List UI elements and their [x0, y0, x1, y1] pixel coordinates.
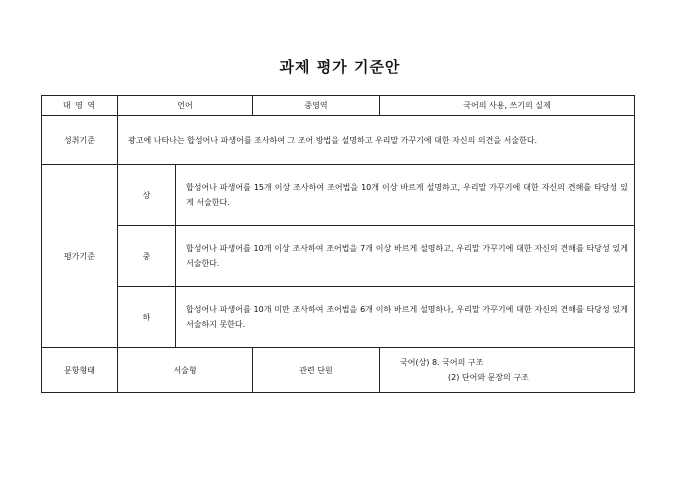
criterion-low-text: 합성어나 파생어를 10개 미만 조사하여 조어법을 6개 이하 바르게 설명하나, 우리말 가꾸기에 대한 자신의 견해를 타당성 있게 서술하지 못한다. — [176, 287, 635, 348]
domain-label: 대 영 역 — [42, 96, 118, 116]
related-unit-label: 관련 단원 — [253, 348, 380, 393]
subdomain-value: 국어의 사용, 쓰기의 실제 — [380, 96, 635, 116]
criterion-mid-text: 합성어나 파생어를 10개 이상 조사하여 조어법을 7개 이상 바르게 설명하고, 우리말 가꾸기에 대한 자신의 견해를 타당성 있게 서술한다. — [176, 226, 635, 287]
header-row — [42, 96, 635, 116]
criteria-row-mid — [42, 226, 635, 287]
criteria-label: 평가기준 — [42, 165, 118, 348]
question-type-value: 서술형 — [118, 348, 253, 393]
related-unit-line-1: 국어(상) 8. 국어의 구조 — [400, 358, 484, 367]
grade-high: 상 — [118, 165, 176, 226]
criteria-row-high — [42, 165, 635, 226]
criterion-high-text: 합성어나 파생어를 15개 이상 조사하여 조어법을 10개 이상 바르게 설명하고, 우리말 가꾸기에 대한 자신의 견해를 타당성 있게 서술한다. — [176, 165, 635, 226]
footer-row — [42, 348, 635, 393]
evaluation-criteria-table — [41, 95, 635, 393]
achievement-label: 성취기준 — [42, 116, 118, 165]
achievement-text: 광고에 나타나는 합성어나 파생어를 조사하여 그 조어 방법을 설명하고 우리말 가꾸기에 대한 자신의 의견을 서술한다. — [118, 116, 635, 165]
related-unit-line-2: (2) 단어와 문장의 구조 — [448, 373, 529, 382]
question-type-label: 문항형태 — [42, 348, 118, 393]
criteria-row-low — [42, 287, 635, 348]
subdomain-label: 중영역 — [253, 96, 380, 116]
achievement-row — [42, 116, 635, 165]
related-unit-value — [380, 348, 635, 393]
document-title: 과제 평가 기준안 — [279, 58, 401, 76]
domain-value: 언어 — [118, 96, 253, 116]
grade-low: 하 — [118, 287, 176, 348]
grade-mid: 중 — [118, 226, 176, 287]
